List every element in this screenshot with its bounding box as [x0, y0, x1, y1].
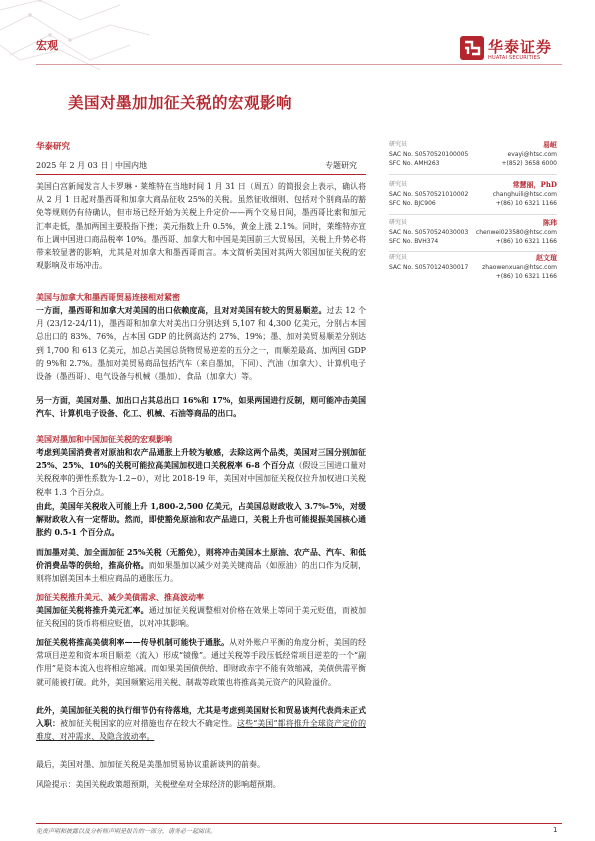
analyst-sfc: SFC No. BVH374 [389, 238, 439, 245]
section3-paragraph3 [36, 704, 366, 744]
analyst-email[interactable]: chenwei023580@htsc.com [475, 228, 557, 236]
analyst-name: 陈玮 [543, 218, 557, 227]
report-type: 专题研究 [325, 161, 357, 170]
analyst-card [389, 218, 557, 247]
analyst-sac: SAC No. S0570521010002 [389, 190, 469, 198]
header-divider [36, 64, 562, 65]
analyst-sac: SAC No. S0570124030017 [389, 263, 469, 271]
section3-p1-text: 通过加征关税调整相对价格在效果上等同于美元贬值，而被加征关税国的货币将相应贬值，以对冲其影响。 [36, 606, 366, 629]
analyst-sac: SAC No. S0570524030003 [389, 228, 469, 236]
analyst-divider [389, 214, 557, 215]
logo-text-cn: 华泰证券 [488, 38, 553, 56]
analyst-sac: SAC No. S0570520100005 [389, 150, 469, 158]
section2-p2-bold: 由此，美国年关税收入可能上升 1,800-2,500 亿美元，占美国总财政收入 3.7%-5%，对缓解财政收入有一定帮助。然而，即使豁免原油和农产品进口，关税上升也可能提振美国核心通胀约 0.5-1 个百分点。 [36, 502, 366, 538]
analyst-divider [389, 174, 557, 175]
risk-warning: 风险提示：美国关税政策超预期，关税壁垒对全球经济的影响超预期。 [36, 780, 281, 789]
meta-divider [36, 174, 366, 175]
company-logo [460, 36, 570, 66]
analyst-phone: +(86) 10 6321 1166 [495, 200, 557, 207]
report-date-line: 2025 年 2 月 03 日 | 中国内地 [36, 161, 148, 170]
footer-disclaimer: 免责声明和披露以及分析师声明是报告的一部分，请务必一起阅读。 [36, 828, 217, 835]
section2-p1-text: （假设三国进口量对关税税率的弹性系数为-1.2~0），对比 2018-19 年，美国对中国加征关税仅拉升加权进口关税税率 1.3 个百分点。 [36, 461, 366, 497]
analyst-email[interactable]: zhaowenxuan@htsc.com [482, 263, 557, 271]
analyst-email[interactable]: evayi@htsc.com [507, 150, 557, 158]
page-header [0, 0, 595, 70]
analyst-divider [389, 251, 557, 252]
section-heading-macro-impact: 美国对墨加和中国加征关税的宏观影响 [36, 434, 172, 444]
section3-p3-bold: 此外，美国加征关税的执行细节仍有待落地，尤其是考虑到美国财长和贸易谈判代表尚未正式入职： [36, 706, 366, 729]
section3-paragraph2 [36, 636, 366, 689]
section2-p3-bold: 而加墨对美、加全面加征 25%关税（无豁免），则将冲击美国本土原油、农产品、汽车、和低价消费品等的供给，推高价格。 [36, 548, 366, 571]
analyst-name: 赵文瑄 [536, 253, 557, 262]
analyst-role: 研究员 [389, 181, 408, 188]
section2-paragraph2 [36, 500, 366, 540]
analyst-card [389, 180, 557, 209]
report-title: 美国对墨加加征关税的宏观影响 [68, 94, 293, 112]
analyst-role: 研究员 [389, 254, 408, 261]
report-region: 中国内地 [115, 161, 148, 170]
section3-p3-underlined: 这些“美国”都将推升全球资产定价的难度、对冲需求、及隐含波动率。 [36, 719, 366, 742]
section1-paragraph1 [36, 304, 366, 383]
section2-paragraph3 [36, 546, 366, 586]
analyst-phone: +(86) 10 6321 1166 [495, 238, 557, 245]
analyst-sfc: SFC No. BJC906 [389, 200, 436, 207]
section3-p3-text: 被加征关税国家的应对措施也存在较大不确定性。 [60, 719, 238, 729]
analyst-name: 易峘 [543, 140, 557, 149]
header-watermark [0, 0, 150, 70]
report-date: 2025 年 2 月 03 日 [36, 161, 109, 170]
analyst-phone: +(852) 3658 6000 [501, 160, 557, 167]
section1-p1-bold: 一方面，墨西哥和加拿大对美国的出口依赖度高，且对对美国有较大的贸易顺差。 [36, 306, 327, 315]
section3-p1-bold: 美国加征关税将推升美元汇率。 [36, 606, 149, 615]
section3-paragraph1 [36, 604, 366, 630]
section-heading-trade-links: 美国与加拿大和墨西哥贸易连接相对紧密 [36, 292, 180, 302]
section1-paragraph2 [36, 394, 366, 420]
analyst-role: 研究员 [389, 219, 408, 226]
section3-p2-bold: 加征关税将推高美债利率——传导机制可能快于通胀。 [36, 638, 230, 647]
intro-paragraph: 美国白宫新闻发言人卡罗琳・莱维特在当地时间 1 月 31 日（周五）的简报会上表示，确认将从 2 月 1 日起对墨西哥和加拿大商品征收 25%的关税。虽然征收细则、包括对个别商品的豁免等规则仍有待确认，但市场已经开始为关税上升定价——两个交易日间，墨西哥比索和加元汇率走低，墨加两国主要股指下挫；美元指数上升 0.5%，黄金上涨 2.1%。同时，莱维特亦宣布上调中国进口商品税率 10%。墨西哥、加拿大和中国是美国前三大贸易国，关税上升势必将带来较显著的影响，尤其是对加拿大和墨西哥而言。本文简析美国对其两大邻国加征关税的宏观影响及市场冲击。 [36, 182, 366, 271]
analyst-card [389, 140, 557, 169]
footer-divider [36, 823, 562, 824]
analyst-email[interactable]: changhuili@htsc.com [492, 190, 557, 198]
research-label: 华泰研究 [36, 142, 71, 152]
analyst-role: 研究员 [389, 141, 408, 148]
section2-p1-bold: 考虑到美国消费者对原油和农产品通胀上升较为敏感，去除这两个品类，美国对三国分别加征 25%、25%、10%的关税可能拉高美国加权进口关税税率 6-8 个百分点 [36, 448, 366, 471]
section1-p1-text: 过去 12 个月 (23/12-24/11)，墨西哥和加拿大对美出口分别达到 5,107 和 4,300 亿美元，分别占本国总出口的 83%、76%，占本国 GDP 的比例高达约 27%、19%；墨、加对美贸易顺差分别达到 1,700 和 613 亿美元，加总占美国总货物贸易逆差的五分之一，而顺差最高、加两国 GDP 的 9%和 2.7%。墨加对美贸易商品包括汽车（来自墨加，下同）、汽油（加拿大）、计算机电子设备（墨西哥）、电气设备与机械（墨加）、食品（加拿大）等。 [36, 306, 366, 382]
huatai-logo-icon [460, 36, 484, 60]
section2-p3-text: 而如果墨加以减少对美关键商品（如原油）的出口作为反制，则将加剧美国本土相应商品的通胀压力。 [36, 561, 366, 584]
page-number: 1 [553, 826, 558, 834]
analyst-name: 常慧丽，PhD [512, 180, 557, 189]
section3-p2-text: 从对外账户平衡的角度分析，美国的经常项目逆差和资本项目顺差（流入）形成“镜像”。通过关税等手段压低经常项目逆差的一个“副作用”是资本流入也将相应缩减。而如果美国债供给、即财政赤字不能有效缩减，美债供需平衡就可能被打破。此外，美国频繁运用关税、制裁等政策也将推高美元资产的风险溢价。 [36, 638, 366, 687]
report-category: 宏观 [36, 39, 58, 52]
analyst-card [389, 253, 557, 282]
analyst-sfc: SFC No. AMH263 [389, 160, 440, 167]
analyst-phone: +(86) 10 6321 1166 [495, 273, 557, 280]
section2-paragraph1 [36, 446, 366, 499]
section3-paragraph4: 最后，美国对墨、加加征关税是美墨加贸易协议重新谈判的前奏。 [36, 760, 265, 769]
logo-text-en: HUATAI SECURITIES [488, 55, 541, 61]
section1-p2-bold: 另一方面，美国对墨、加出口占其总出口 16%和 17%，如果两国进行反制，则可能冲击美国汽车、计算机电子设备、化工、机械、石油等商品的出口。 [36, 396, 366, 419]
section-heading-usd-bonds: 加征关税推升美元、减少美债需求、推高波动率 [36, 592, 204, 602]
